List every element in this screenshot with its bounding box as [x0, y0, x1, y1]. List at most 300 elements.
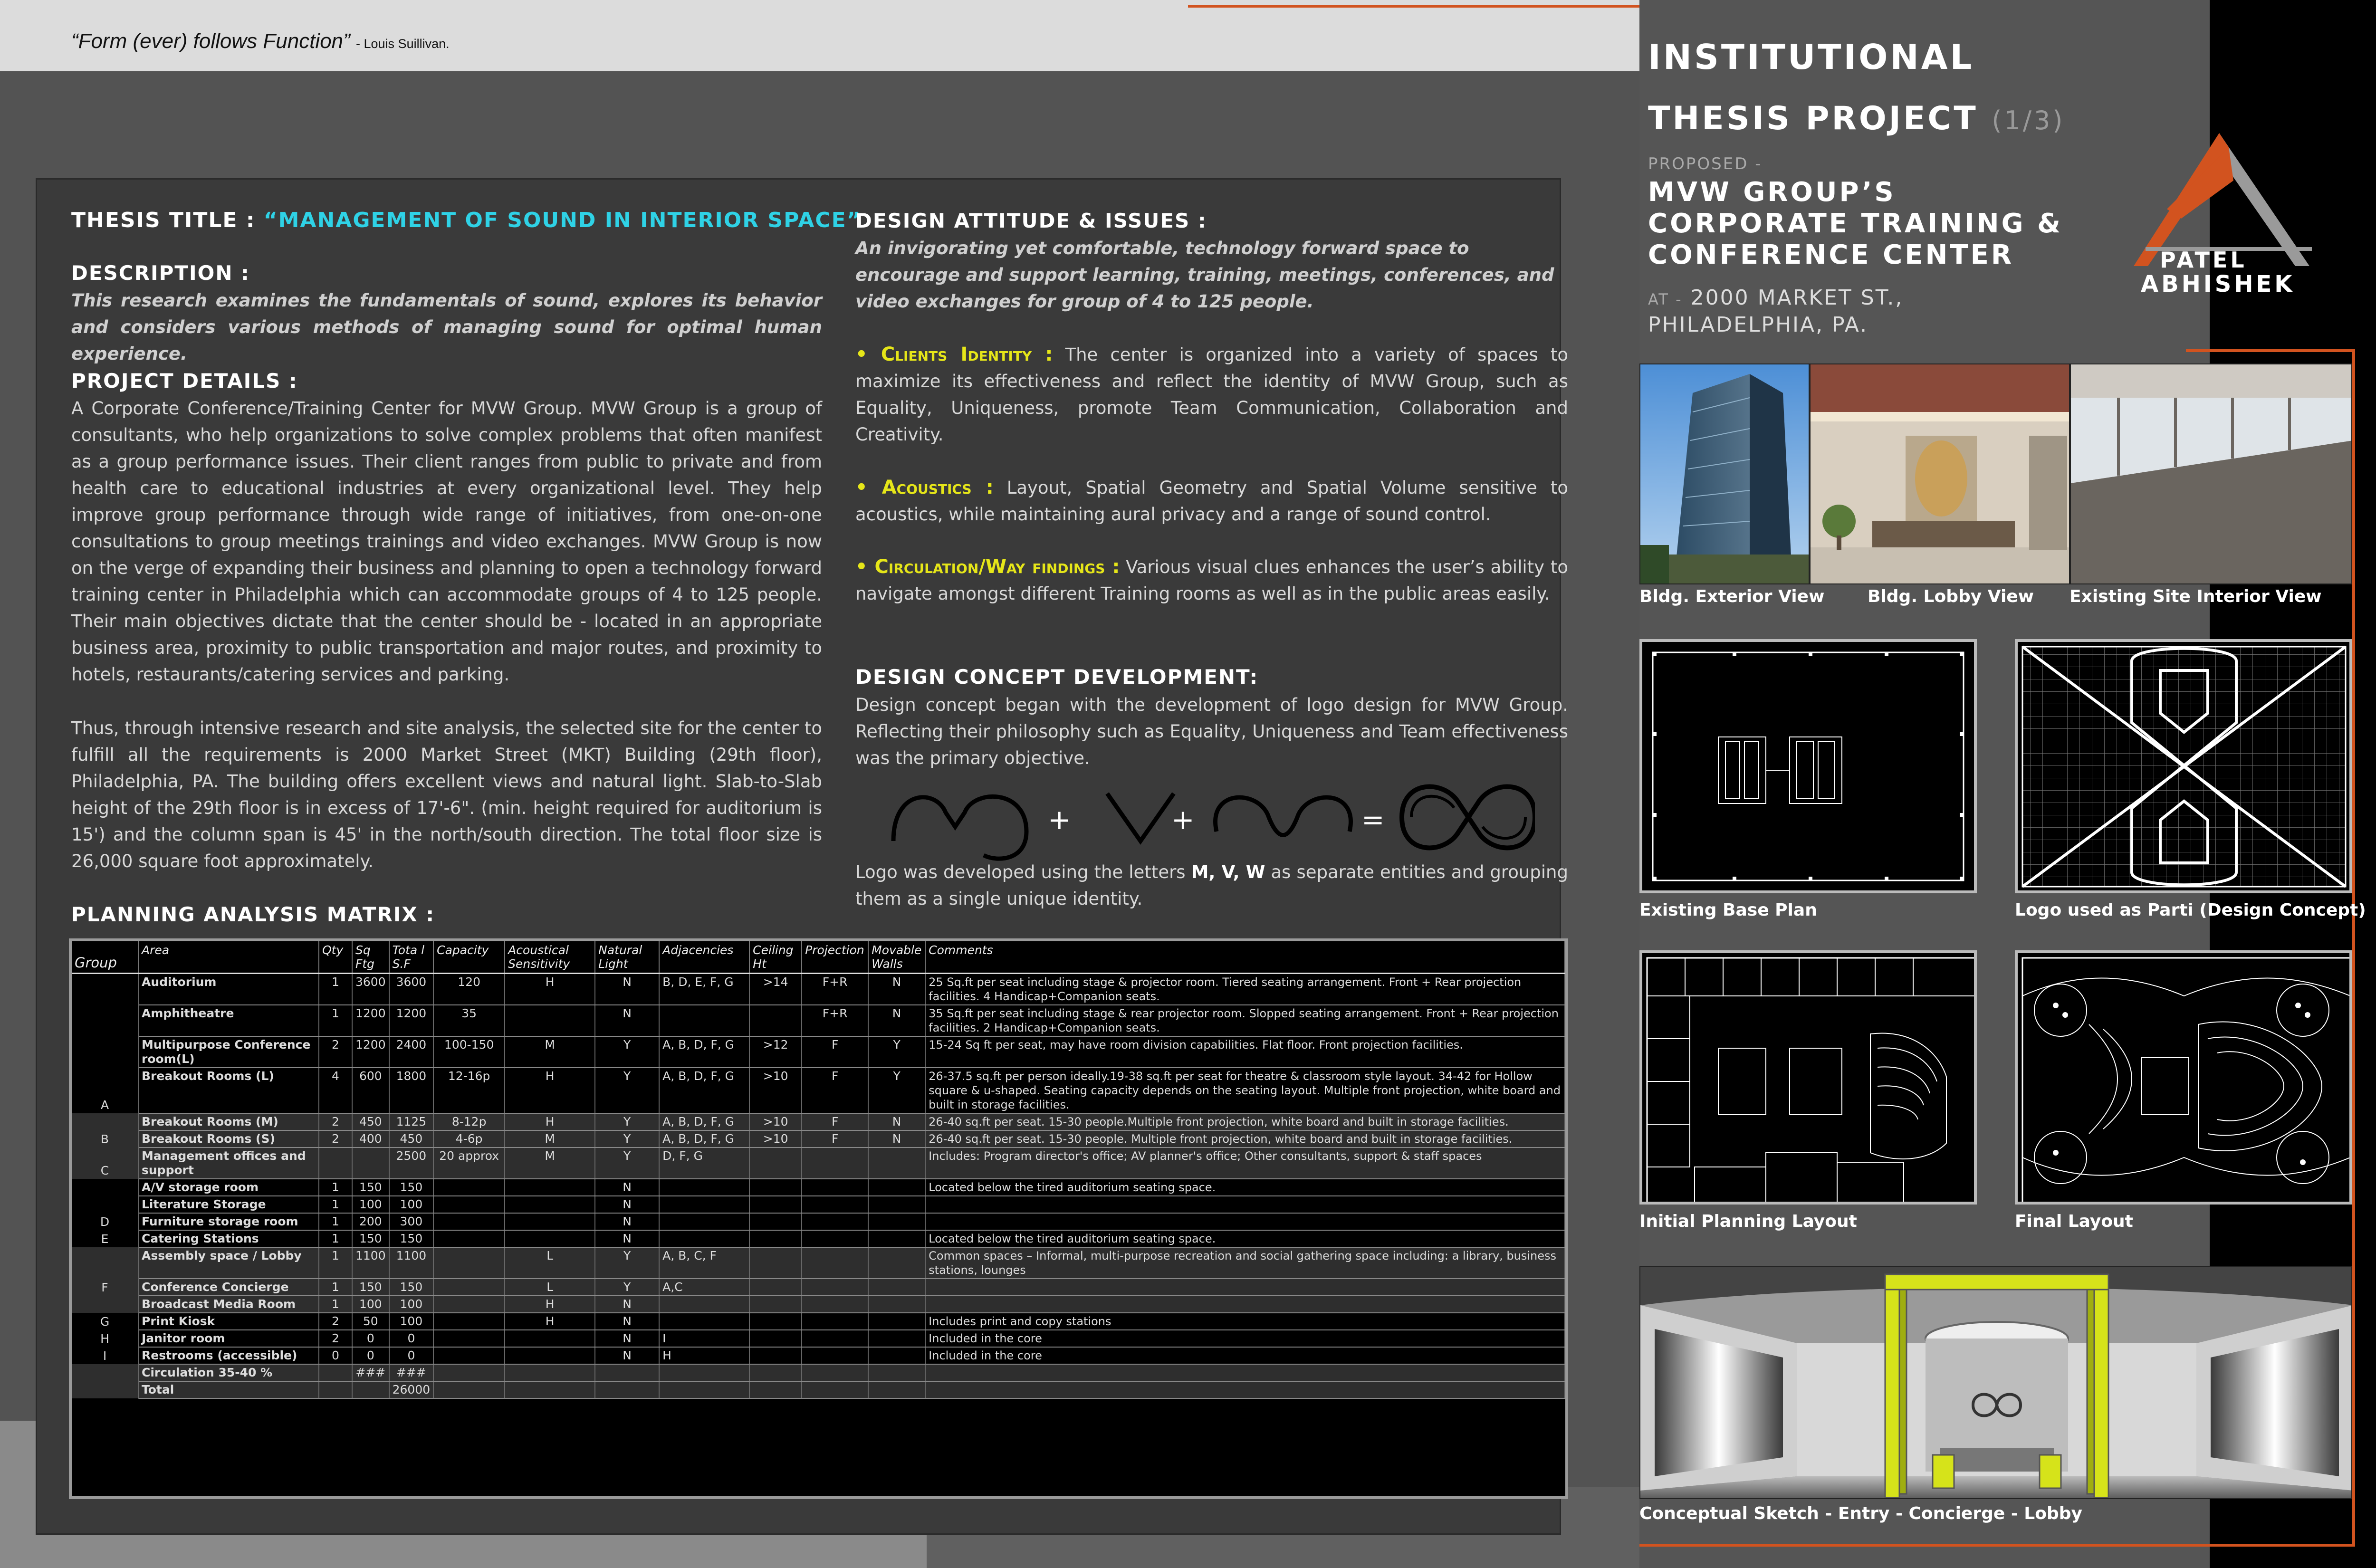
table-cell-sq: 3600: [352, 974, 389, 1005]
table-cell-total: 100: [389, 1196, 434, 1213]
table-cell-proj: [802, 1230, 868, 1247]
table-cell-group: [72, 1005, 138, 1036]
parti-plan-image: [2015, 639, 2352, 893]
table-cell-cap: [433, 1279, 505, 1296]
matrix-column-header: Tota l S.F: [389, 941, 434, 974]
table-cell-total: 2500: [389, 1147, 434, 1179]
table-cell-mov: [868, 1364, 925, 1381]
header-institutional: INSTITUTIONAL: [1648, 37, 1974, 77]
table-row: [72, 1147, 1565, 1179]
table-row: [72, 1213, 1565, 1230]
table-cell-group: [72, 974, 138, 1005]
table-row: [72, 1230, 1565, 1247]
table-cell-nl: Y: [595, 1068, 659, 1113]
bottom-stripe: [1639, 1544, 2355, 1547]
table-cell-qty: 1: [319, 1230, 352, 1247]
table-cell-mov: [868, 1196, 925, 1213]
table-cell-total: 450: [389, 1130, 434, 1147]
table-cell-area: Breakout Rooms (L): [138, 1068, 319, 1113]
table-cell-group: G: [72, 1313, 138, 1330]
table-cell-total: 100: [389, 1313, 434, 1330]
top-stripe: [1188, 5, 1639, 8]
table-cell-proj: F: [802, 1036, 868, 1068]
table-cell-adj: [659, 1196, 749, 1213]
table-cell-ac: [505, 1330, 595, 1347]
table-cell-group: [72, 1364, 138, 1381]
caption-parti: Logo used as Parti (Design Concept): [2015, 900, 2366, 920]
table-cell-adj: A,C: [659, 1279, 749, 1296]
table-cell-cap: 20 approx: [433, 1147, 505, 1179]
table-cell-qty: 1: [319, 1247, 352, 1279]
table-cell-nl: N: [595, 974, 659, 1005]
table-row: [72, 1113, 1565, 1130]
table-cell-ceil: >14: [749, 974, 802, 1005]
table-cell-com: [925, 1296, 1565, 1313]
matrix-column-header: Movable Walls: [868, 941, 925, 974]
table-cell-adj: [659, 1364, 749, 1381]
table-cell-adj: [659, 1230, 749, 1247]
table-cell-ceil: [749, 1147, 802, 1179]
table-cell-mov: [868, 1347, 925, 1364]
table-cell-sq: 50: [352, 1313, 389, 1330]
table-cell-sq: 150: [352, 1179, 389, 1196]
table-cell-nl: Y: [595, 1247, 659, 1279]
caption-site: Existing Site Interior View: [2069, 587, 2322, 606]
building-exterior-photo: [1639, 363, 1810, 584]
table-cell-ceil: [749, 1230, 802, 1247]
table-cell-mov: [868, 1296, 925, 1313]
table-cell-qty: 2: [319, 1313, 352, 1330]
table-cell-area: Print Kiosk: [138, 1313, 319, 1330]
concept-text-2: Logo was developed using the letters M, V, W as separate entities and grouping them as a single unique identity.: [855, 862, 1568, 909]
caption-exterior: Bldg. Exterior View: [1639, 587, 1825, 606]
table-cell-ceil: [749, 1330, 802, 1347]
table-cell-area: Assembly space / Lobby: [138, 1247, 319, 1279]
matrix-column-header: Adjacencies: [659, 941, 749, 974]
table-cell-com: [925, 1196, 1565, 1213]
table-cell-com: Included in the core: [925, 1347, 1565, 1364]
initial-planning-layout-image: [1639, 950, 1977, 1205]
table-row: [72, 1036, 1565, 1068]
matrix-column-header: Area: [138, 941, 319, 974]
table-cell-qty: 1: [319, 1279, 352, 1296]
mvw-logo-equation-icon: [884, 770, 1535, 865]
table-cell-ceil: [749, 1279, 802, 1296]
table-cell-qty: 1: [319, 1179, 352, 1196]
table-cell-adj: [659, 1313, 749, 1330]
table-cell-ac: L: [505, 1279, 595, 1296]
table-cell-total: 1125: [389, 1113, 434, 1130]
concept-text: Design concept began with the development of logo design for MVW Group. Reflecting their philosophy such as Equality, Uniqueness and Team effectiveness was the primary objective.: [855, 695, 1568, 768]
table-cell-com: 26-40 sq.ft per seat. 15-30 people. Multiple front projection, white board and built in storage facilities.: [925, 1130, 1565, 1147]
attitude-heading: DESIGN ATTITUDE & ISSUES :: [855, 209, 1207, 232]
table-cell-group: [72, 1179, 138, 1196]
table-cell-ceil: [749, 1005, 802, 1036]
table-cell-com: 35 Sq.ft per seat including stage & rear projector room. Slopped seating arrangement. Front + Rear projection facilities. 2 Handicap+Companion seats.: [925, 1005, 1565, 1036]
table-cell-group: [72, 1196, 138, 1213]
table-cell-area: Catering Stations: [138, 1230, 319, 1247]
matrix-column-header: Projection: [802, 941, 868, 974]
project-address: AT - 2000 MARKET ST., PHILADELPHIA, PA.: [1648, 286, 1904, 337]
table-cell-ceil: [749, 1213, 802, 1230]
table-cell-area: Total: [138, 1381, 319, 1398]
description-text: This research examines the fundamentals of sound, explores its behavior and considers various methods of managing sound for optimal human experience.: [71, 290, 822, 364]
table-cell-cap: [433, 1381, 505, 1398]
building-lobby-photo: [1810, 363, 2070, 584]
table-cell-proj: [802, 1147, 868, 1179]
table-row: [72, 1247, 1565, 1279]
table-row: [72, 1179, 1565, 1196]
table-cell-nl: [595, 1381, 659, 1398]
table-cell-qty: [319, 1147, 352, 1179]
matrix-column-header: Capacity: [433, 941, 505, 974]
caption-final-layout: Final Layout: [2015, 1212, 2133, 1231]
table-cell-adj: D, F, G: [659, 1147, 749, 1179]
table-cell-ac: L: [505, 1247, 595, 1279]
table-cell-area: Furniture storage room: [138, 1213, 319, 1230]
table-cell-adj: H: [659, 1347, 749, 1364]
table-cell-mov: [868, 1230, 925, 1247]
table-cell-nl: N: [595, 1005, 659, 1036]
table-cell-sq: 1200: [352, 1005, 389, 1036]
table-cell-total: ###: [389, 1364, 434, 1381]
table-cell-ac: [505, 1364, 595, 1381]
table-cell-area: Janitor room: [138, 1330, 319, 1347]
description-heading: DESCRIPTION :: [71, 261, 250, 285]
table-cell-area: Breakout Rooms (S): [138, 1130, 319, 1147]
table-cell-cap: [433, 1330, 505, 1347]
table-cell-nl: N: [595, 1179, 659, 1196]
table-cell-total: 2400: [389, 1036, 434, 1068]
table-cell-qty: 1: [319, 1005, 352, 1036]
table-cell-adj: A, B, D, F, G: [659, 1130, 749, 1147]
table-row: [72, 974, 1565, 1005]
table-cell-proj: [802, 1179, 868, 1196]
table-cell-com: Included in the core: [925, 1330, 1565, 1347]
table-cell-area: Broadcast Media Room: [138, 1296, 319, 1313]
table-cell-mov: N: [868, 974, 925, 1005]
table-cell-sq: 600: [352, 1068, 389, 1113]
table-cell-com: Includes print and copy stations: [925, 1313, 1565, 1330]
table-cell-sq: [352, 1381, 389, 1398]
table-cell-ac: M: [505, 1147, 595, 1179]
svg-text:+: +: [1048, 803, 1071, 836]
table-row: [72, 1068, 1565, 1113]
table-cell-ac: H: [505, 1113, 595, 1130]
table-cell-sq: 150: [352, 1279, 389, 1296]
table-cell-group: I: [72, 1347, 138, 1364]
svg-text:=: =: [1361, 803, 1385, 836]
table-cell-area: Conference Concierge: [138, 1279, 319, 1296]
caption-base-plan: Existing Base Plan: [1639, 900, 1817, 920]
table-cell-nl: Y: [595, 1130, 659, 1147]
table-cell-mov: [868, 1147, 925, 1179]
table-cell-mov: N: [868, 1130, 925, 1147]
project-text-1: A Corporate Conference/Training Center for MVW Group. MVW Group is a group of consultants, who help organizations to solve complex problems that often manifest as a group performance issues. Their client ranges from public to private and from health care to educational industries at every organizational level. They help improve group performance through wide range of initiatives, from one-on-one consultations to group meetings trainings and video exchanges. MVW Group is now on the verge of expanding their business and planning to open a technology forward training center in Philadelphia which can accommodate groups of 4 to 125 people. Their main objectives dictate that the center should be - located in an appropriate business area, proximity to public transportation and major routes, and proximity to hotels, restaurants/catering services and parking.: [71, 398, 822, 685]
matrix-column-header: Sq Ftg: [352, 941, 389, 974]
table-cell-total: 150: [389, 1179, 434, 1196]
table-cell-area: Amphitheatre: [138, 1005, 319, 1036]
table-cell-area: Circulation 35-40 %: [138, 1364, 319, 1381]
table-cell-nl: Y: [595, 1036, 659, 1068]
table-row: [72, 1130, 1565, 1147]
table-cell-proj: [802, 1296, 868, 1313]
table-cell-ac: [505, 1230, 595, 1247]
table-cell-adj: A, B, C, F: [659, 1247, 749, 1279]
table-cell-ac: [505, 1381, 595, 1398]
planning-matrix-table: [69, 938, 1568, 1499]
table-cell-nl: N: [595, 1330, 659, 1347]
table-cell-group: [72, 1036, 138, 1068]
caption-conceptual-sketch: Conceptual Sketch - Entry - Concierge - Lobby: [1639, 1504, 2082, 1523]
table-cell-group: A: [72, 1068, 138, 1113]
table-cell-nl: N: [595, 1196, 659, 1213]
table-cell-group: E: [72, 1230, 138, 1247]
table-cell-proj: [802, 1213, 868, 1230]
table-cell-cap: [433, 1347, 505, 1364]
table-cell-ac: [505, 1196, 595, 1213]
table-cell-mov: Y: [868, 1036, 925, 1068]
table-row: [72, 1296, 1565, 1313]
table-cell-com: 25 Sq.ft per seat including stage & projector room. Tiered seating arrangement. Front + Rear projection facilities. 4 Handicap+Companion seats.: [925, 974, 1565, 1005]
table-cell-qty: [319, 1364, 352, 1381]
table-cell-ac: M: [505, 1130, 595, 1147]
table-cell-cap: [433, 1196, 505, 1213]
table-cell-nl: Y: [595, 1113, 659, 1130]
table-cell-total: 3600: [389, 974, 434, 1005]
table-cell-group: [72, 1296, 138, 1313]
table-cell-cap: [433, 1247, 505, 1279]
header-proposed: PROPOSED -: [1648, 154, 1763, 173]
table-cell-qty: 1: [319, 1196, 352, 1213]
table-cell-com: Located below the tired auditorium seating space.: [925, 1179, 1565, 1196]
table-cell-ac: [505, 1179, 595, 1196]
table-cell-nl: N: [595, 1230, 659, 1247]
table-cell-proj: [802, 1364, 868, 1381]
table-cell-proj: F+R: [802, 1005, 868, 1036]
table-cell-area: A/V storage room: [138, 1179, 319, 1196]
matrix-column-header: Ceiling Ht: [749, 941, 802, 974]
table-cell-ceil: >10: [749, 1113, 802, 1130]
table-cell-mov: [868, 1381, 925, 1398]
table-cell-qty: [319, 1381, 352, 1398]
table-cell-com: 26-40 sq.ft per seat. 15-30 people.Multiple front projection, white board and built in storage facilities.: [925, 1113, 1565, 1130]
table-cell-cap: 120: [433, 974, 505, 1005]
table-cell-mov: [868, 1313, 925, 1330]
table-cell-com: 15-24 Sq ft per seat, may have room division capabilities. Flat floor. Front projection facilities.: [925, 1036, 1565, 1068]
table-cell-ac: H: [505, 1313, 595, 1330]
table-cell-cap: [433, 1179, 505, 1196]
table-cell-com: Includes: Program director's office; AV planner's office; Other consultants, support & staff spaces: [925, 1147, 1565, 1179]
attitude-item-circulation: • Circulation/Way findings : Various visual clues enhances the user’s ability to navigate amongst different Training rooms as well as in the public areas easily.: [855, 556, 1568, 604]
table-cell-ac: M: [505, 1036, 595, 1068]
table-cell-ceil: [749, 1179, 802, 1196]
table-row: [72, 1279, 1565, 1296]
table-cell-group: [72, 1247, 138, 1279]
project-heading: PROJECT DETAILS :: [71, 369, 298, 392]
table-cell-mov: [868, 1279, 925, 1296]
table-cell-adj: [659, 1005, 749, 1036]
table-cell-mov: N: [868, 1113, 925, 1130]
table-cell-sq: 1200: [352, 1036, 389, 1068]
table-cell-ac: H: [505, 1068, 595, 1113]
table-cell-proj: [802, 1381, 868, 1398]
table-cell-cap: [433, 1296, 505, 1313]
attitude-item-identity: • Clients Identity : The center is organized into a variety of spaces to maximize its effectiveness and reflect the identity of MVW Group, such as Equality, Uniqueness, promote Team Communication, Collaboration and Creativity.: [855, 344, 1569, 445]
table-cell-sq: 100: [352, 1196, 389, 1213]
table-cell-proj: F: [802, 1130, 868, 1147]
table-cell-ceil: [749, 1364, 802, 1381]
table-cell-mov: N: [868, 1005, 925, 1036]
logo-last-name: ABHISHEK: [2141, 271, 2295, 297]
attitude-text: An invigorating yet comfortable, technology forward space to encourage and support learning, training, meetings, conferences, and video exchanges for group of 4 to 125 people.: [855, 238, 1554, 312]
table-cell-adj: A, B, D, F, G: [659, 1036, 749, 1068]
table-cell-ceil: >12: [749, 1036, 802, 1068]
table-cell-nl: Y: [595, 1147, 659, 1179]
table-cell-adj: [659, 1213, 749, 1230]
table-cell-group: [72, 1113, 138, 1130]
table-cell-adj: I: [659, 1330, 749, 1347]
table-cell-cap: 4-6p: [433, 1130, 505, 1147]
matrix-heading: PLANNING ANALYSIS MATRIX :: [71, 903, 435, 926]
table-row: [72, 1196, 1565, 1213]
table-cell-adj: [659, 1296, 749, 1313]
table-cell-adj: [659, 1179, 749, 1196]
project-text-2: Thus, through intensive research and site analysis, the selected site for the center to fulfill all the requirements is 2000 Market Street (MKT) Building (29th floor), Philadelphia, PA. The building offers excellent views and natural light. Slab-to-Slab height of the 29th floor is in excess of 17'-6". (min. height required for auditorium is 15') and the column span is 45' in the north/south direction. The total floor size is 26,000 square foot approximately.: [71, 718, 822, 871]
table-cell-cap: [433, 1213, 505, 1230]
table-cell-area: Breakout Rooms (M): [138, 1113, 319, 1130]
attitude-item-acoustics: • Acoustics : Layout, Spatial Geometry and Spatial Volume sensitive to acoustics, while maintaining aural privacy and a range of sound control.: [855, 477, 1568, 525]
table-cell-com: [925, 1381, 1565, 1398]
table-cell-ac: [505, 1347, 595, 1364]
table-cell-qty: 1: [319, 1296, 352, 1313]
table-row: [72, 1364, 1565, 1381]
table-cell-ceil: [749, 1313, 802, 1330]
table-cell-sq: 150: [352, 1230, 389, 1247]
final-layout-image: [2015, 950, 2352, 1205]
header-thesis-project: THESIS PROJECT (1/3): [1648, 100, 2065, 137]
matrix-column-header: Acoustical Sensitivity: [505, 941, 595, 974]
table-cell-cap: 100-150: [433, 1036, 505, 1068]
table-cell-proj: F+R: [802, 974, 868, 1005]
table-cell-ceil: [749, 1247, 802, 1279]
table-cell-proj: F: [802, 1068, 868, 1113]
table-cell-group: F: [72, 1279, 138, 1296]
table-cell-proj: [802, 1347, 868, 1364]
table-cell-com: [925, 1364, 1565, 1381]
table-cell-ac: H: [505, 974, 595, 1005]
table-cell-ac: H: [505, 1296, 595, 1313]
table-cell-proj: [802, 1313, 868, 1330]
table-cell-total: 100: [389, 1296, 434, 1313]
table-cell-nl: N: [595, 1347, 659, 1364]
table-cell-com: 26-37.5 sq.ft per person ideally.19-38 sq.ft per seat for theatre & classroom style layout. 34-42 for Hollow square & u-shaped. Seating capacity depends on the seating layout. Multiple front projection, white board and built in storage facilities.: [925, 1068, 1565, 1113]
matrix-column-header: Comments: [925, 941, 1565, 974]
table-cell-total: 26000: [389, 1381, 434, 1398]
table-cell-ceil: [749, 1296, 802, 1313]
table-cell-sq: 0: [352, 1347, 389, 1364]
table-cell-adj: A, B, D, F, G: [659, 1068, 749, 1113]
table-cell-cap: 12-16p: [433, 1068, 505, 1113]
table-cell-ceil: >10: [749, 1130, 802, 1147]
table-cell-area: Restrooms (accessible): [138, 1347, 319, 1364]
existing-base-plan-image: [1639, 639, 1977, 893]
table-cell-qty: 2: [319, 1036, 352, 1068]
concept-heading: DESIGN CONCEPT DEVELOPMENT:: [855, 665, 1259, 688]
table-cell-ac: [505, 1005, 595, 1036]
table-cell-ceil: >10: [749, 1068, 802, 1113]
table-cell-group: D: [72, 1213, 138, 1230]
table-cell-proj: [802, 1330, 868, 1347]
svg-text:+: +: [1171, 803, 1195, 836]
quote: “Form (ever) follows Function” - Louis Suillivan.: [71, 29, 450, 53]
table-cell-group: [72, 1381, 138, 1398]
table-cell-qty: 4: [319, 1068, 352, 1113]
table-cell-ceil: [749, 1196, 802, 1213]
table-cell-qty: 1: [319, 974, 352, 1005]
table-cell-adj: B, D, E, F, G: [659, 974, 749, 1005]
table-row: [72, 1005, 1565, 1036]
table-cell-adj: [659, 1381, 749, 1398]
site-interior-photo: [2070, 363, 2352, 584]
table-cell-com: [925, 1213, 1565, 1230]
matrix-column-header: Group: [72, 941, 138, 974]
table-cell-qty: 2: [319, 1330, 352, 1347]
caption-lobby: Bldg. Lobby View: [1868, 587, 2034, 606]
table-cell-nl: N: [595, 1213, 659, 1230]
matrix-column-header: Natural Light: [595, 941, 659, 974]
table-cell-total: 1200: [389, 1005, 434, 1036]
table-cell-qty: 2: [319, 1113, 352, 1130]
table-cell-sq: [352, 1147, 389, 1179]
table-cell-total: 0: [389, 1347, 434, 1364]
table-row: [72, 1330, 1565, 1347]
logo-first-name: PATEL: [2160, 247, 2247, 273]
table-cell-ceil: [749, 1347, 802, 1364]
table-cell-proj: [802, 1279, 868, 1296]
table-cell-total: 1800: [389, 1068, 434, 1113]
table-cell-cap: [433, 1230, 505, 1247]
table-cell-nl: [595, 1364, 659, 1381]
table-cell-total: 1100: [389, 1247, 434, 1279]
table-cell-nl: N: [595, 1296, 659, 1313]
table-cell-sq: 450: [352, 1113, 389, 1130]
table-cell-qty: 1: [319, 1213, 352, 1230]
table-row: [72, 1313, 1565, 1330]
table-cell-cap: 8-12p: [433, 1113, 505, 1130]
table-cell-cap: [433, 1364, 505, 1381]
table-cell-mov: [868, 1179, 925, 1196]
table-cell-sq: 100: [352, 1296, 389, 1313]
table-cell-area: Auditorium: [138, 974, 319, 1005]
project-name: MVW GROUP’S CORPORATE TRAINING & CONFERENCE CENTER: [1648, 177, 2063, 270]
matrix-column-header: Qty: [319, 941, 352, 974]
table-cell-group: C: [72, 1147, 138, 1179]
table-cell-area: Management offices and support: [138, 1147, 319, 1179]
thesis-title: THESIS TITLE : “MANAGEMENT OF SOUND IN INTERIOR SPACE”: [71, 208, 862, 232]
side-stripe: [2352, 349, 2355, 1547]
table-cell-com: Located below the tired auditorium seating space.: [925, 1230, 1565, 1247]
table-cell-proj: [802, 1196, 868, 1213]
conceptual-sketch-image: [1639, 1266, 2352, 1499]
table-cell-mov: [868, 1247, 925, 1279]
table-cell-com: [925, 1279, 1565, 1296]
table-cell-mov: [868, 1330, 925, 1347]
table-row: [72, 1347, 1565, 1364]
table-cell-mov: [868, 1213, 925, 1230]
table-cell-total: 0: [389, 1330, 434, 1347]
table-cell-sq: ###: [352, 1364, 389, 1381]
